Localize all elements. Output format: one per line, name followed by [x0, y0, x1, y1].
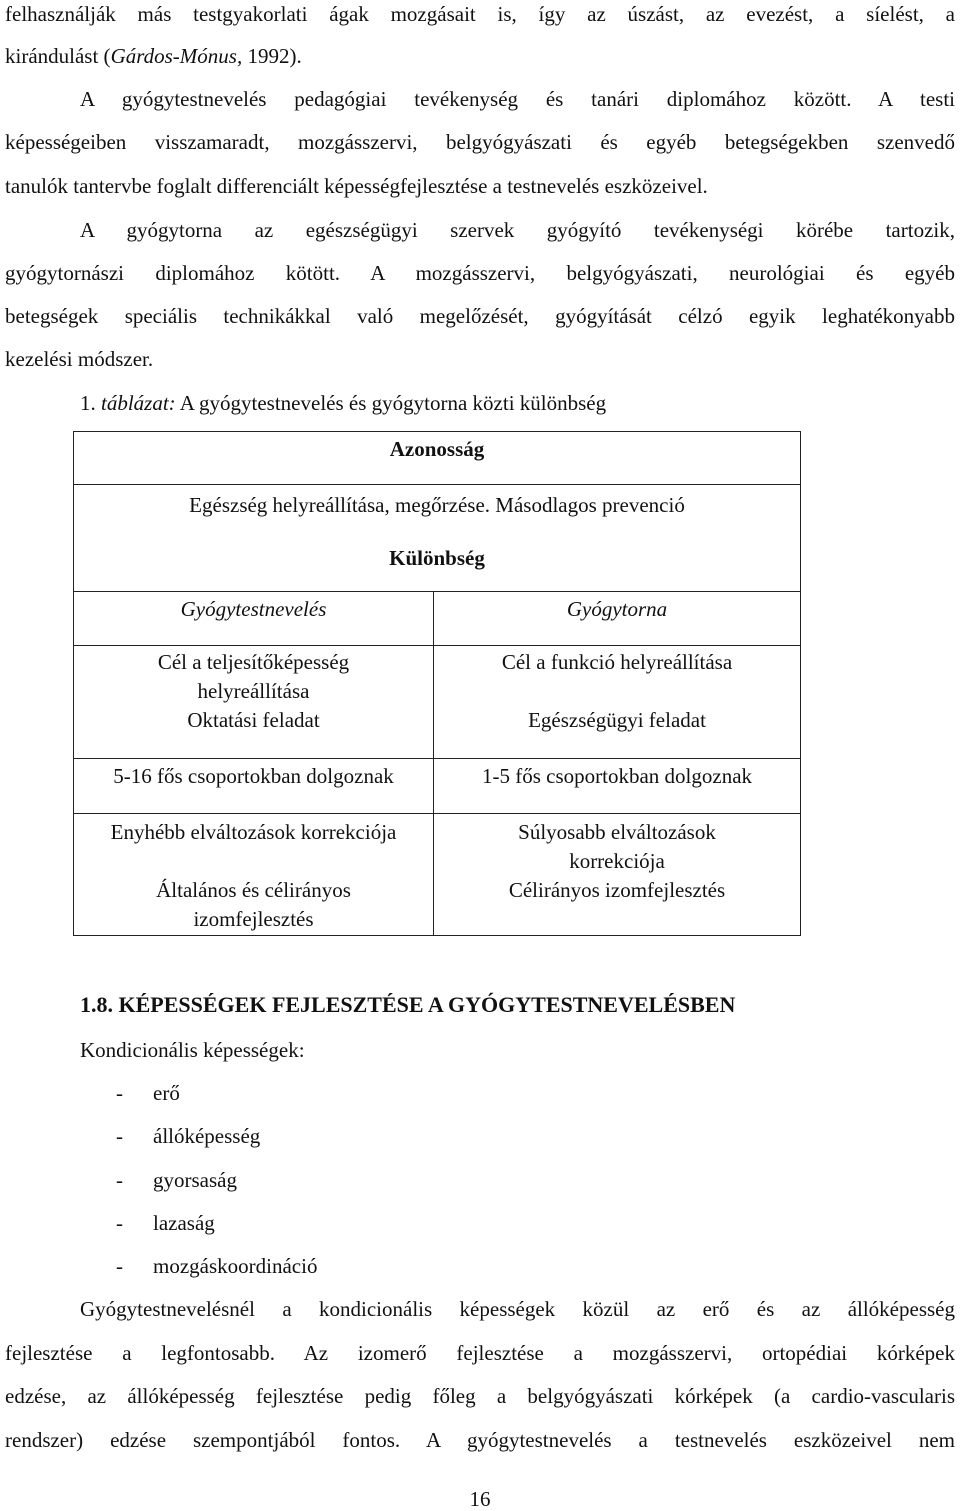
table-cell: [434, 814, 801, 936]
table-cell: [434, 759, 801, 814]
table-cell: [434, 646, 801, 759]
list-item: [116, 1253, 317, 1279]
list-item-text: lazaság: [153, 1211, 215, 1235]
text-line: edzése, az állóképesség fejlesztése pedig főleg a belgyógyászati kórképek (a cardio-vascularis: [5, 1384, 955, 1408]
table-caption: [80, 391, 606, 415]
cell-line: 5-16 fős csoportokban dolgoznak: [113, 764, 394, 788]
col-header-gyogytestneveles: Gyógytestnevelés: [74, 592, 434, 646]
table-number: 1.: [80, 391, 96, 415]
list-item: [116, 1210, 215, 1236]
cell-line: Célirányos izomfejlesztés: [508, 878, 726, 902]
cell-line: Cél a teljesítőképesség: [157, 650, 350, 674]
list-item-text: mozgáskoordináció: [153, 1254, 318, 1278]
cell-line: Egészségügyi feladat: [528, 708, 706, 732]
list-item: [116, 1167, 237, 1193]
cell-line: Súlyosabb elváltozások: [518, 820, 716, 844]
table-label: táblázat:: [101, 391, 176, 415]
list-dash: -: [116, 1211, 123, 1235]
table-cell: [74, 646, 434, 759]
text-line: fejlesztése a legfontosabb. Az izomerő fejlesztése a mozgásszervi, ortopédiai kórképek: [5, 1341, 955, 1365]
list-item: [116, 1123, 260, 1149]
comparison-table: [73, 431, 801, 936]
cell-line: Oktatási feladat: [187, 708, 320, 732]
cell-line: korrekciója: [569, 849, 665, 873]
text-line: képességeiben visszamaradt, mozgásszervi, belgyógyászati és egyéb betegségekben szenvedő: [5, 130, 955, 154]
table-title: A gyógytestnevelés és gyógytorna közti különbség: [175, 391, 607, 415]
text-line: Gyógytestnevelésnél a kondicionális képességek közül az erő és az állóképesség: [80, 1297, 955, 1321]
text-line: rendszer) edzése szempontjából fontos. A gyógytestnevelés a testnevelés eszközeivel nem: [5, 1428, 955, 1452]
list-item: [116, 1080, 180, 1106]
similarity-text: Egészség helyreállítása, megőrzése. Másodlagos prevenció: [74, 485, 801, 538]
text-line: A gyógytestnevelés pedagógiai tevékenység és tanári diplomához között. A testi: [80, 87, 955, 111]
similarity-header: Azonosság: [74, 432, 801, 485]
text-fragment: 1992).: [242, 44, 302, 68]
page-number: 16: [469, 1487, 491, 1511]
cell-line: 1-5 fős csoportokban dolgoznak: [481, 764, 753, 788]
text-line: kezelési módszer.: [5, 347, 154, 371]
subheading: Kondicionális képességek:: [80, 1038, 305, 1062]
table-cell: [74, 759, 434, 814]
text-line: gyógytornászi diplomához kötött. A mozgásszervi, belgyógyászati, neurológiai és egyéb: [5, 261, 955, 285]
list-item-text: gyorsaság: [153, 1168, 237, 1192]
citation-author: Gárdos-Mónus,: [110, 44, 243, 68]
list-item-text: erő: [153, 1081, 180, 1105]
text-fragment: kirándulást (: [5, 44, 111, 68]
list-dash: -: [116, 1168, 123, 1192]
list-dash: -: [116, 1081, 123, 1105]
cell-line: izomfejlesztés: [193, 907, 314, 931]
text-line: [5, 44, 955, 68]
list-item-text: állóképesség: [153, 1124, 261, 1148]
text-line: tanulók tantervbe foglalt differenciált képességfejlesztése a testnevelés eszközeivel.: [5, 174, 708, 198]
list-dash: -: [116, 1124, 123, 1148]
col-header-gyogytorna: Gyógytorna: [434, 592, 801, 646]
cell-line: Általános és célirányos: [156, 878, 351, 902]
cell-line: helyreállítása: [197, 679, 310, 703]
section-heading: 1.8. KÉPESSÉGEK FEJLESZTÉSE A GYÓGYTESTNEVELÉSBEN: [80, 992, 736, 1017]
list-dash: -: [116, 1254, 123, 1278]
text-line: felhasználják más testgyakorlati ágak mozgásait is, így az úszást, az evezést, a síelést, a: [5, 2, 955, 26]
text-line: betegségek speciális technikákkal való megelőzését, gyógyítását célzó egyik leghatékonyabb: [5, 304, 955, 328]
cell-line: Cél a funkció helyreállítása: [501, 650, 733, 674]
cell-line: Enyhébb elváltozások korrekciója: [110, 820, 397, 844]
difference-header: Különbség: [74, 538, 801, 592]
text-line: A gyógytorna az egészségügyi szervek gyógyító tevékenységi körébe tartozik,: [80, 218, 955, 242]
table-cell: [74, 814, 434, 936]
